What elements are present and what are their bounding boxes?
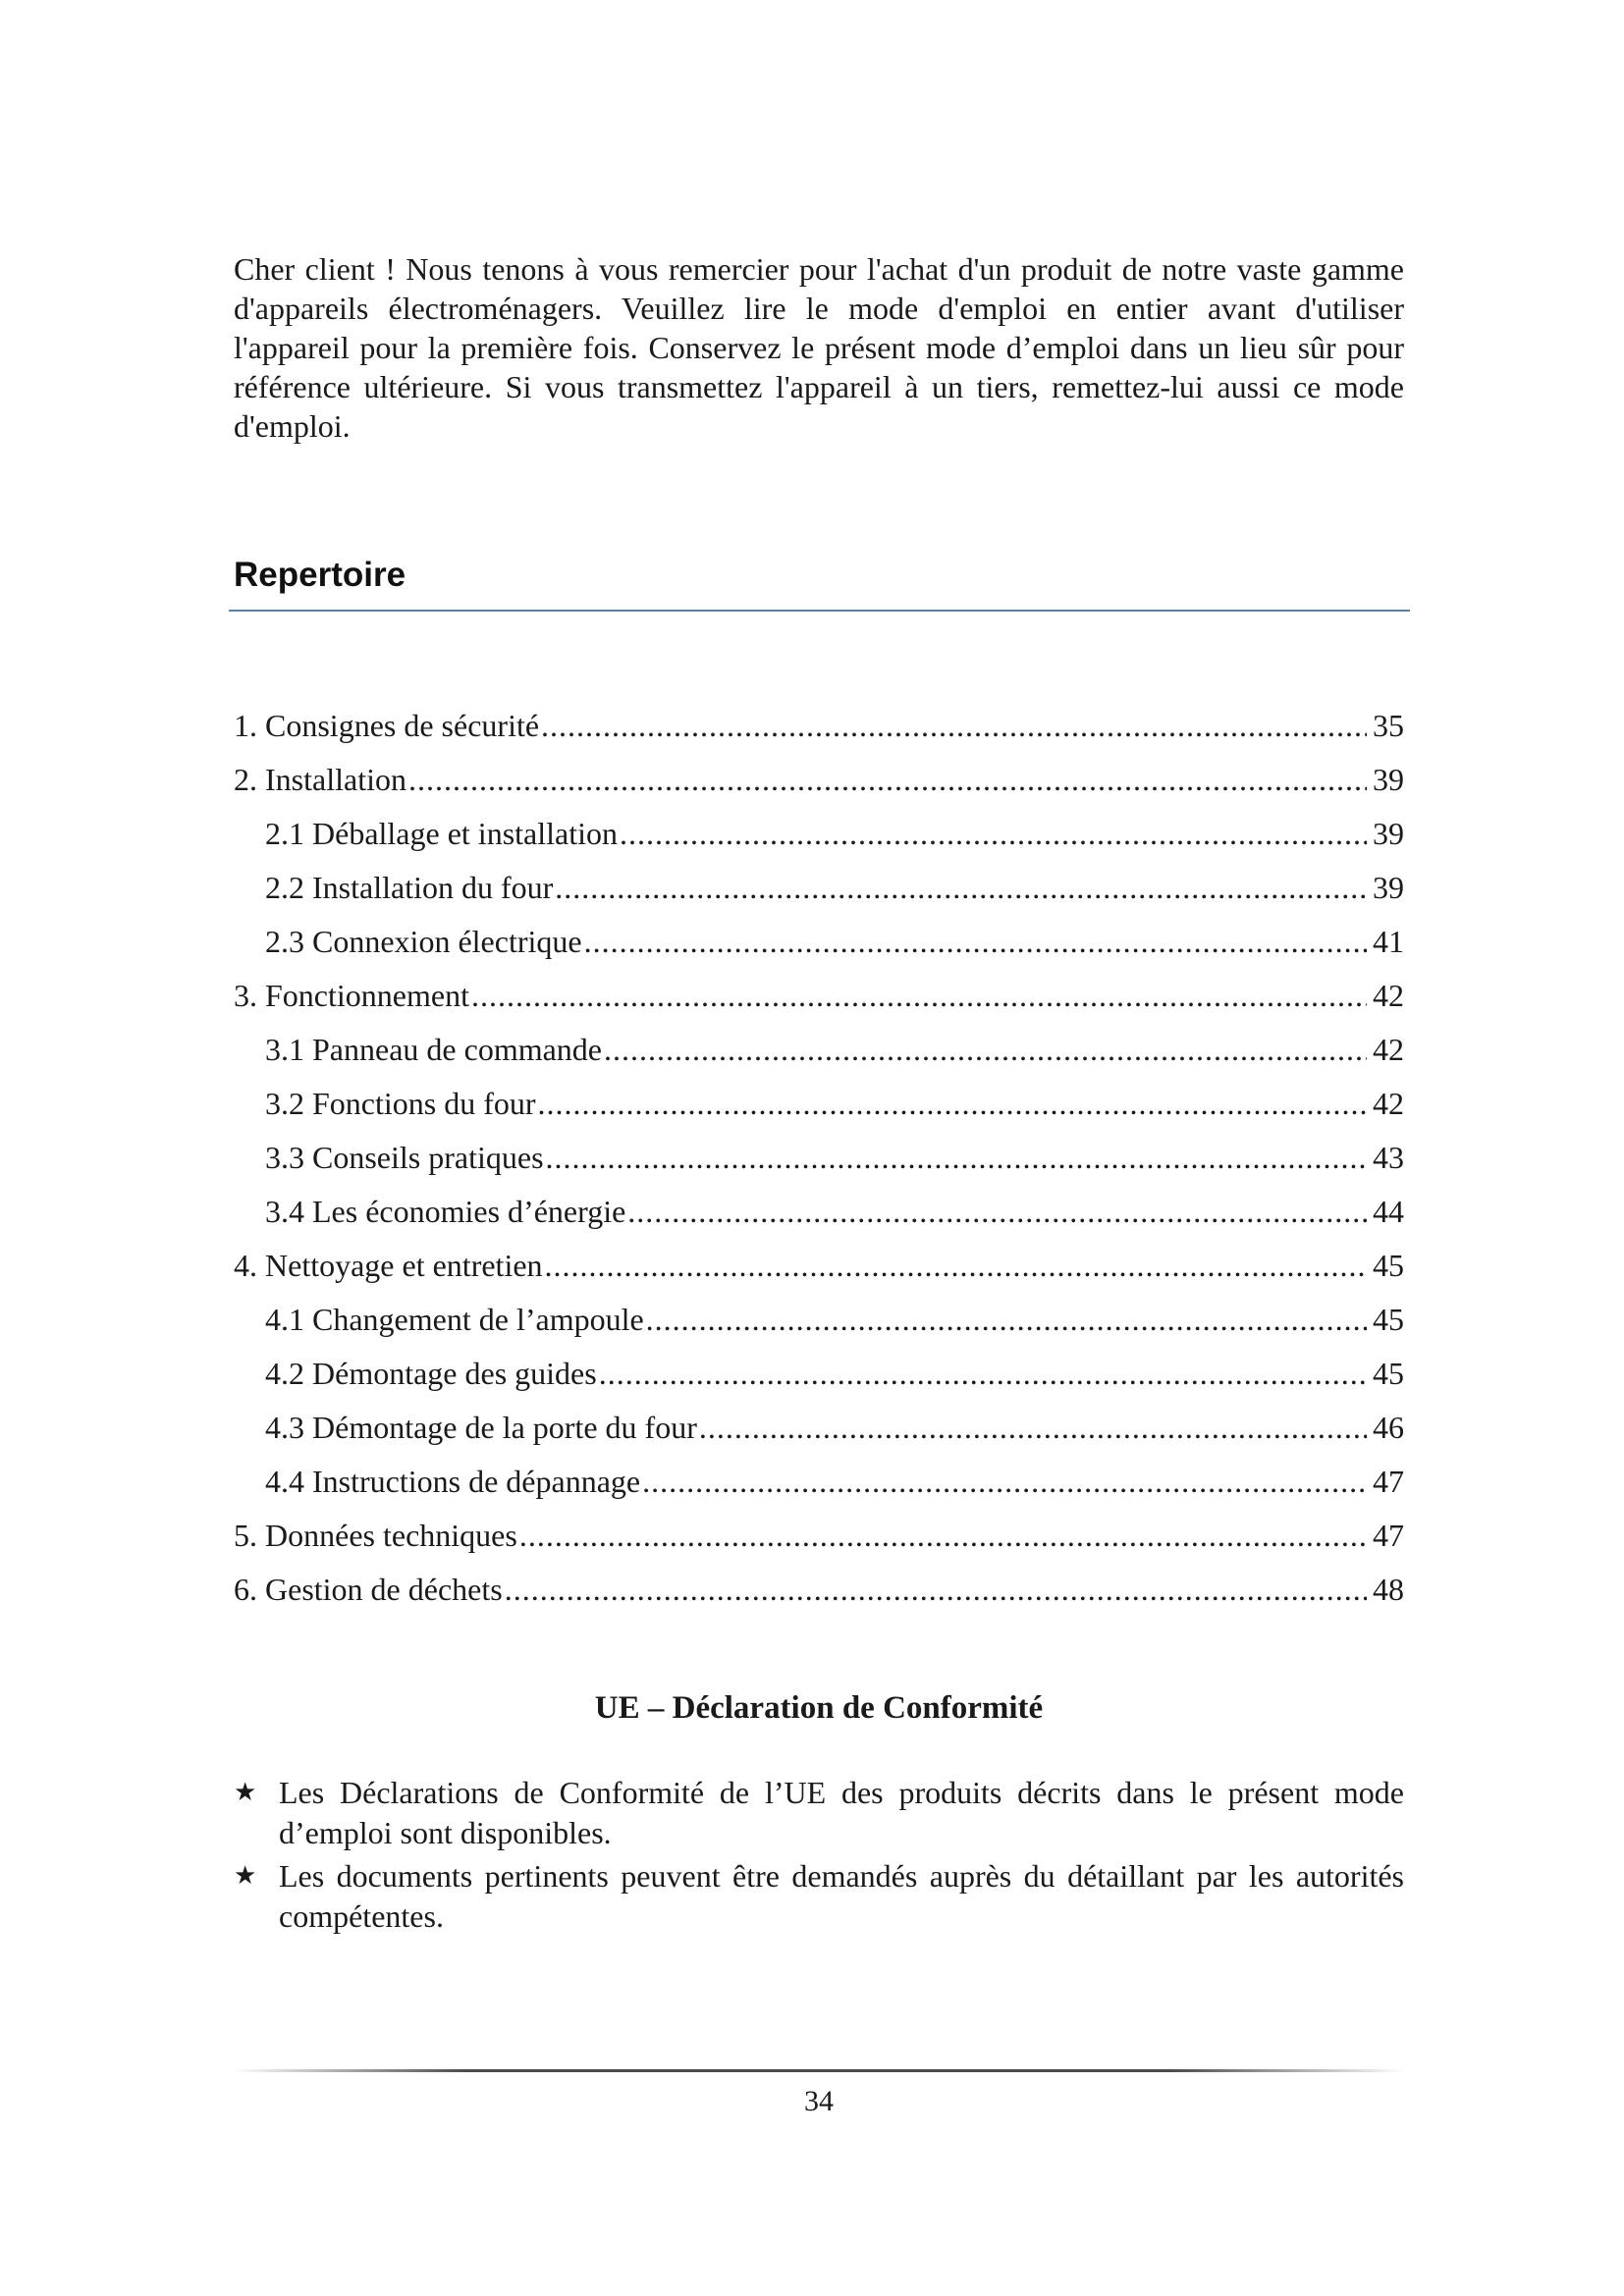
footer-divider	[234, 2069, 1404, 2072]
intro-paragraph: Cher client ! Nous tenons à vous remercier pour l'achat d'un produit de notre vaste gamme d'appareils électroménagers. Veuillez lire le mode d'emploi en entier avant d'utiliser l'appareil pour la première fois. Conservez le présent mode d’emploi dans un lieu sûr pour référence ultérieure. Si vous transmettez l'appareil à un tiers, remettez-lui aussi ce mode d'emploi.	[234, 251, 1404, 444]
toc-subentry[interactable]	[234, 812, 1404, 866]
toc-entry-title: 1. Consignes de sécurité	[234, 708, 540, 743]
toc-entry-page: 44	[1373, 1194, 1404, 1229]
toc-dot-leader	[699, 1406, 1367, 1449]
toc-subentry[interactable]	[234, 866, 1404, 920]
page-number: 34	[804, 2085, 834, 2117]
toc-entry-page: 39	[1373, 762, 1404, 797]
declaration-item-text: Les documents pertinents peuvent être demandés auprès du détaillant par les autorités compétentes.	[279, 1858, 1404, 1934]
toc-entry-title: 3.3 Conseils pratiques	[265, 1140, 544, 1175]
toc-subentry[interactable]	[234, 920, 1404, 974]
toc-dot-leader	[646, 1298, 1367, 1341]
toc-dot-leader	[555, 866, 1367, 909]
toc-entry[interactable]	[234, 1514, 1404, 1568]
toc-entry-title: 2. Installation	[234, 762, 406, 797]
toc-entry-page: 43	[1373, 1140, 1404, 1175]
toc-entry-page: 42	[1373, 978, 1404, 1013]
toc-entry-page: 45	[1373, 1248, 1404, 1283]
toc-dot-leader	[471, 974, 1367, 1017]
toc-dot-leader	[505, 1568, 1367, 1611]
toc-entry-page: 48	[1373, 1572, 1404, 1607]
toc-heading: Repertoire	[234, 556, 406, 594]
star-icon: ★	[234, 1861, 257, 1891]
toc-entry-title: 4.2 Démontage des guides	[265, 1356, 597, 1391]
toc-subentry[interactable]	[234, 1190, 1404, 1244]
toc-subentry[interactable]	[234, 1082, 1404, 1136]
toc-dot-leader	[627, 1190, 1367, 1233]
table-of-contents	[234, 704, 1404, 1622]
toc-entry-title: 2.2 Installation du four	[265, 870, 554, 905]
toc-dot-leader	[642, 1460, 1367, 1503]
declaration-title: UE – Déclaration de Conformité	[594, 1690, 1044, 1726]
toc-subentry[interactable]	[234, 1028, 1404, 1082]
toc-entry-page: 35	[1373, 708, 1404, 743]
toc-entry[interactable]	[234, 704, 1404, 758]
toc-entry-title: 4.3 Démontage de la porte du four	[265, 1410, 697, 1445]
toc-dot-leader	[519, 1514, 1367, 1557]
toc-subentry[interactable]	[234, 1298, 1404, 1352]
declaration-item-text: Les Déclarations de Conformité de l’UE des produits décrits dans le présent mode d’emploi sont disponibles.	[279, 1775, 1404, 1850]
toc-dot-leader	[541, 704, 1367, 747]
toc-dot-leader	[599, 1352, 1367, 1395]
toc-dot-leader	[604, 1028, 1367, 1071]
toc-entry-title: 6. Gestion de déchets	[234, 1572, 503, 1607]
toc-dot-leader	[620, 812, 1367, 855]
heading-divider	[229, 610, 1410, 612]
toc-entry-page: 42	[1373, 1086, 1404, 1121]
toc-dot-leader	[408, 758, 1367, 801]
toc-entry-title: 3. Fonctionnement	[234, 978, 469, 1013]
toc-entry-page: 39	[1373, 816, 1404, 851]
star-icon: ★	[234, 1778, 257, 1807]
toc-entry-title: 5. Données techniques	[234, 1518, 517, 1553]
toc-dot-leader	[584, 920, 1367, 963]
toc-entry-page: 42	[1373, 1032, 1404, 1067]
toc-dot-leader	[545, 1244, 1367, 1287]
toc-entry-page: 45	[1373, 1302, 1404, 1337]
toc-entry[interactable]	[234, 758, 1404, 812]
toc-entry-title: 3.4 Les économies d’énergie	[265, 1194, 626, 1229]
toc-subentry[interactable]	[234, 1460, 1404, 1514]
toc-entry[interactable]	[234, 974, 1404, 1028]
declaration-item	[234, 1773, 1404, 1853]
toc-entry-title: 3.1 Panneau de commande	[265, 1032, 602, 1067]
toc-dot-leader	[546, 1136, 1367, 1179]
toc-entry-title: 4. Nettoyage et entretien	[234, 1248, 543, 1283]
toc-entry-page: 41	[1373, 924, 1404, 959]
toc-entry[interactable]	[234, 1244, 1404, 1298]
toc-entry-title: 2.1 Déballage et installation	[265, 816, 618, 851]
toc-entry-title: 4.4 Instructions de dépannage	[265, 1464, 641, 1499]
toc-entry-page: 45	[1373, 1356, 1404, 1391]
declaration-item	[234, 1856, 1404, 1937]
toc-entry-title: 3.2 Fonctions du four	[265, 1086, 536, 1121]
toc-subentry[interactable]	[234, 1136, 1404, 1190]
declaration-list	[234, 1773, 1404, 1940]
toc-dot-leader	[538, 1082, 1367, 1125]
toc-subentry[interactable]	[234, 1352, 1404, 1406]
toc-entry-page: 47	[1373, 1464, 1404, 1499]
toc-entry-page: 46	[1373, 1410, 1404, 1445]
toc-entry-title: 2.3 Connexion électrique	[265, 924, 582, 959]
toc-entry-title: 4.1 Changement de l’ampoule	[265, 1302, 644, 1337]
toc-subentry[interactable]	[234, 1406, 1404, 1460]
toc-entry[interactable]	[234, 1568, 1404, 1622]
toc-entry-page: 47	[1373, 1518, 1404, 1553]
toc-entry-page: 39	[1373, 870, 1404, 905]
